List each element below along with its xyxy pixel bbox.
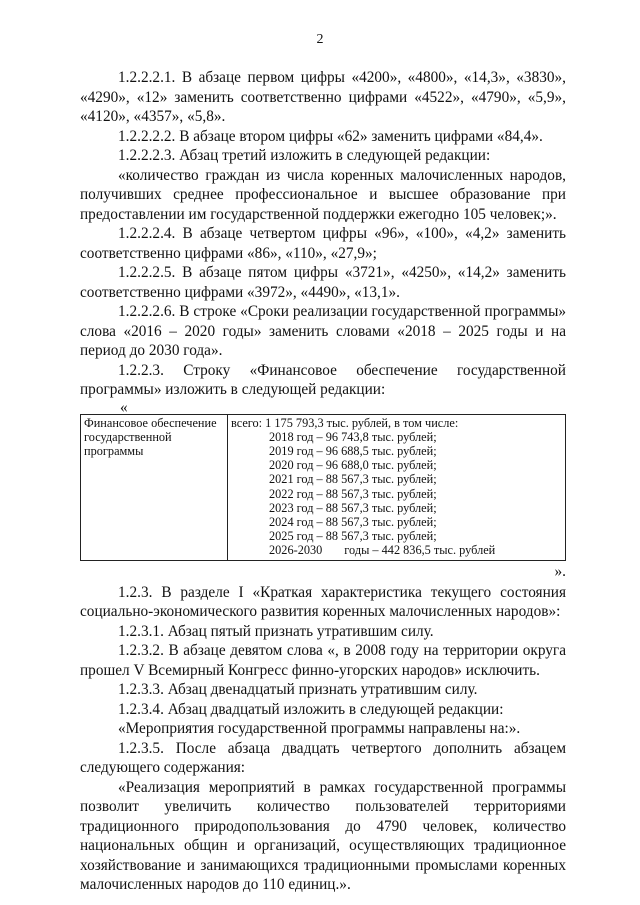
funding-year-2025: 2025 год – 88 567,3 тыс. рублей; (269, 529, 437, 544)
paragraph-1-2-2-2-2: 1.2.2.2.2. В абзаце втором цифры «62» заменить цифрами «84,4». (118, 127, 543, 145)
funding-label-cell: Финансовое обеспечение государственной программы (81, 414, 228, 560)
funding-year-2021: 2021 год – 88 567,3 тыс. рублей; (269, 472, 437, 487)
quoted-paragraph: «Мероприятия государственной программы направлены на:». (118, 720, 521, 738)
paragraph-1-2-2-2-3: 1.2.2.2.3. Абзац третий изложить в следующей редакции: (118, 147, 491, 164)
funding-year-2019: 2019 год – 96 688,5 тыс. рублей; (269, 443, 437, 458)
closing-quote-mark: ». (554, 562, 566, 580)
funding-year-2024: 2024 год – 88 567,3 тыс. рублей; (269, 514, 437, 529)
quoted-paragraph: «Реализация мероприятий в рамках государственной программы позволит увеличить количество пользователей территориями традиционного природопользования до 4790 человек, количество национальных общин и организаций, осуществляющих традиционное хозяйствование и занимающихся традиционными промыслами коренных малочисленных народов до 110 единиц.». (80, 778, 566, 894)
paragraph-1-2-2-3: 1.2.2.3. Строку «Финансовое обеспечение государственной программы» изложить в следующей редакции: (80, 361, 566, 398)
funding-table (80, 414, 566, 561)
paragraph-1-2-2-2-4: 1.2.2.2.4. В абзаце четвертом цифры «96», «100», «4,2» заменить соответственно цифрами «86», «110», «27,9»; (80, 225, 566, 262)
funding-period: 2026-2030 (269, 543, 323, 558)
document-body (80, 68, 566, 895)
table-row (81, 414, 566, 560)
funding-year-2020: 2020 год – 96 688,0 тыс. рублей; (269, 458, 437, 473)
paragraph-1-2-3-4: 1.2.3.4. Абзац двадцатый изложить в следующей редакции: (118, 700, 504, 718)
paragraph-1-2-3-3: 1.2.3.3. Абзац двенадцатый признать утратившим силу. (118, 681, 478, 699)
paragraph-1-2-3-5: 1.2.3.5. После абзаца двадцать четвертого дополнить абзацем следующего содержания: (80, 739, 566, 777)
funding-year-2018: 2018 год – 96 743,8 тыс. рублей; (269, 429, 437, 444)
funding-total: всего: 1 175 793,3 тыс. рублей, в том числе: (231, 415, 459, 430)
opening-quote-mark: « (120, 398, 128, 416)
funding-values-cell (228, 414, 566, 560)
quoted-paragraph: «количество граждан из числа коренных малочисленных народов, получивших среднее профессиональное и высшее образование при предоставлении им государственной поддержки ежегодно 105 человек;». (80, 166, 566, 223)
funding-year-2023: 2023 год – 88 567,3 тыс. рублей; (269, 500, 437, 515)
paragraph-1-2-3: 1.2.3. В разделе I «Краткая характеристика текущего состояния социально-экономического развития коренных малочисленных народов»: (80, 583, 566, 621)
funding-years-2026-2030 (231, 543, 562, 557)
page-number: 2 (316, 32, 324, 47)
paragraph-1-2-2-2-6: 1.2.2.2.6. В строке «Сроки реализации государственной программы» слова «2016 – 2020 годы» заменить словами «2018 – 2025 годы и на период до 2030 года». (80, 303, 566, 359)
paragraph-1-2-3-2: 1.2.3.2. В абзаце девятом слова «, в 2008 году на территории округа прошел V Всемирный Конгресс финно-угорских народов» исключить. (80, 642, 566, 679)
funding-year-2022: 2022 год – 88 567,3 тыс. рублей; (269, 486, 437, 501)
paragraph-1-2-3-1: 1.2.3.1. Абзац пятый признать утратившим силу. (118, 622, 434, 640)
funding-period-value: годы – 442 836,5 тыс. рублей (344, 543, 496, 558)
paragraph-1-2-2-2-1: 1.2.2.2.1. В абзаце первом цифры «4200», «4800», «14,3», «3830», «4290», «12» заменить соответственно цифрами «4522», «4790», «5,9», «4120», «4357», «5,8». (80, 69, 566, 125)
paragraph-1-2-2-2-5: 1.2.2.2.5. В абзаце пятом цифры «3721», «4250», «14,2» заменить соответственно цифрами «3972», «4490», «13,1». (80, 264, 566, 301)
